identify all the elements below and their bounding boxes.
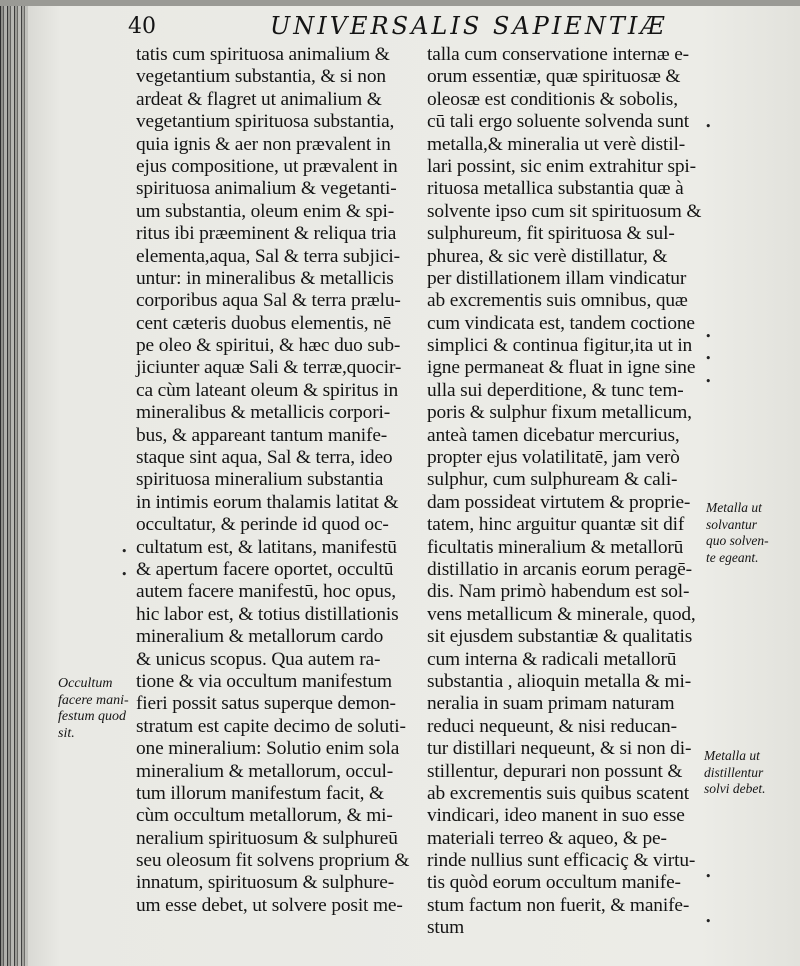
bleed-mark: • xyxy=(121,568,128,581)
text-line: propter ejus volatilitatē, jam verò xyxy=(427,447,680,469)
text-line: um substantia, oleum enim & spi- xyxy=(136,200,395,222)
text-line: stum factum non fuerit, & manife- xyxy=(427,894,690,916)
text-line: ca cùm lateant oleum & spiritus in xyxy=(136,379,398,401)
text-line: rituosa metallica substantia quæ à xyxy=(427,178,684,200)
text-line: distillatio in arcanis eorum peragē- xyxy=(427,558,692,580)
text-line: sulphur, cum sulphuream & cali- xyxy=(427,469,678,491)
text-line: stratum est capite decimo de soluti- xyxy=(136,715,406,737)
margin-note-line: Metalla ut xyxy=(706,500,762,515)
margin-note-metalla-solvantur xyxy=(706,500,769,566)
text-line: ulla sui deperditione, & tunc tem- xyxy=(427,379,684,401)
text-line: vindicari, ideo manent in suo esse xyxy=(427,805,685,827)
margin-note-line: te egeant. xyxy=(706,549,759,565)
text-line: cum interna & radicali metallorū xyxy=(427,648,677,670)
margin-note-line: festum quod xyxy=(58,709,127,724)
margin-note-line: distillentur xyxy=(704,764,764,780)
text-line: hic labor est, & totius distillationis xyxy=(136,603,399,625)
text-line: materiali terreo & aqueo, & pe- xyxy=(427,827,667,849)
text-line: seu oleosum fit solvens proprium & xyxy=(136,850,410,872)
text-line: tur distillari nequeunt, & si non di- xyxy=(427,738,692,760)
text-line: talla cum conservatione internæ e- xyxy=(427,44,689,65)
text-line: innatum, spirituosum & sulphure- xyxy=(136,872,395,894)
bleed-mark: • xyxy=(705,330,712,343)
text-line: tatis cum spirituosa animalium & xyxy=(136,44,390,65)
text-line: lari possint, sic enim extrahitur spi- xyxy=(427,155,696,177)
text-line: vegetantium spirituosa substantia, xyxy=(136,111,395,133)
page-top-edge xyxy=(0,0,800,6)
right-text-column xyxy=(427,44,707,940)
bleed-mark: • xyxy=(705,870,712,883)
text-line: reduci nequeunt, & nisi reducan- xyxy=(427,715,677,737)
text-line: tis quòd eorum occultum manife- xyxy=(427,872,681,894)
text-line: in intimis eorum thalamis latitat & xyxy=(136,491,399,513)
text-line: autem facere manifestū, hoc opus, xyxy=(136,581,396,603)
text-line: pe oleo & spiritui, & hæc duo sub- xyxy=(136,335,401,357)
text-line: ab excrementis suis omnibus, quæ xyxy=(427,290,688,312)
text-line: vens metallicum & minerale, quod, xyxy=(427,603,696,625)
text-line: stillentur, depurari non possunt & xyxy=(427,760,683,782)
text-line: one mineralium: Solutio enim sola xyxy=(136,738,400,760)
text-line: cum vindicata est, tandem coctione xyxy=(427,312,695,334)
margin-note-line: sit. xyxy=(58,725,75,741)
text-line: ficultatis mineralium & metallorū xyxy=(427,536,684,558)
text-line: mineralibus & metallicis corpori- xyxy=(136,402,391,424)
text-line: jiciunter aquæ Sali & terræ,quocir- xyxy=(136,357,402,379)
bleed-mark: • xyxy=(121,545,128,558)
text-line: sulphureum, fit spirituosa & sul- xyxy=(427,223,675,245)
text-line: substantia , alioquin metalla & mi- xyxy=(427,670,692,692)
text-line: rinde nullius sunt efficaciç & virtu- xyxy=(427,850,696,872)
text-line: bus, & appareant tantum manife- xyxy=(136,424,388,446)
margin-note-line: Occultum xyxy=(58,676,113,691)
text-line: tatem, hinc arguitur quantæ sit dif xyxy=(427,514,685,536)
text-line: neralia in suam primam naturam xyxy=(427,693,675,715)
text-line: cùm occultum metallorum, & mi- xyxy=(136,805,393,827)
text-line: vegetantium substantia, & si non xyxy=(136,66,386,88)
text-line: solvente ipso cum sit spirituosum & xyxy=(427,200,702,222)
text-line: igne permaneat & fluat in igne sine xyxy=(427,357,696,379)
text-line: & unicus scopus. Qua autem ra- xyxy=(136,648,381,670)
text-line: occultatur, & perinde id quod oc- xyxy=(136,514,389,536)
text-line: neralium spirituosum & sulphureū xyxy=(136,827,398,849)
text-line: untur: in mineralibus & metallicis xyxy=(136,267,394,289)
text-line: poris & sulphur fixum metallicum, xyxy=(427,402,692,424)
left-text-column xyxy=(136,44,414,917)
text-line: stum xyxy=(427,917,465,939)
text-line: corporibus aqua Sal & terra prælu- xyxy=(136,290,401,312)
margin-note-line: solvantur xyxy=(706,516,758,532)
text-line: phurea, & sic verè distillatur, & xyxy=(427,245,668,267)
text-line: staque sint aqua, Sal & terra, ideo xyxy=(136,447,393,469)
text-line: & apertum facere oportet, occultū xyxy=(136,558,394,580)
text-line: per distillationem illam vindicatur xyxy=(427,267,687,289)
margin-note-metalla-distillentur xyxy=(704,748,765,798)
text-line: cent cæteris duobus elementis, nē xyxy=(136,312,392,334)
bleed-mark: • xyxy=(705,375,712,388)
bleed-mark: • xyxy=(705,120,712,133)
text-line: fieri possit satus superque demon- xyxy=(136,693,396,715)
text-line: orum essentiæ, quæ spirituosæ & xyxy=(427,66,681,88)
text-line: ardeat & flagret ut animalium & xyxy=(136,88,382,110)
running-title: UNIVERSALIS SAPIENTIÆ xyxy=(270,12,668,40)
text-line: tum illorum manifestum facit, & xyxy=(136,782,384,804)
text-line: tione & via occultum manifestum xyxy=(136,670,392,692)
text-line: ab excrementis suis quibus scatent xyxy=(427,782,689,804)
text-line: dis. Nam primò habendum est sol- xyxy=(427,581,690,603)
text-line: um esse debet, ut solvere posit me- xyxy=(136,894,403,916)
page-number: 40 xyxy=(128,14,156,39)
text-line: sit ejusdem substantiæ & qualitatis xyxy=(427,626,693,648)
text-line: simplici & continua figitur,ita ut in xyxy=(427,335,693,357)
text-line: metalla,& mineralia ut verè distil- xyxy=(427,133,686,155)
margin-note-line: quo solven- xyxy=(706,533,769,548)
text-line: quia ignis & aer non prævalent in xyxy=(136,133,391,155)
text-line: anteà tamen dicebatur mercurius, xyxy=(427,424,680,446)
margin-note-line: facere mani- xyxy=(58,692,129,708)
text-line: mineralium & metallorum cardo xyxy=(136,626,384,648)
bleed-mark: • xyxy=(705,352,712,365)
text-line: cultatum est, & latitans, manifestū xyxy=(136,536,397,558)
margin-note-occultum xyxy=(58,676,129,742)
text-line: dam possideat virtutem & proprie- xyxy=(427,491,691,513)
text-line: ritus ibi præeminent & reliqua tria xyxy=(136,223,397,245)
text-line: oleosæ est conditionis & sobolis, xyxy=(427,88,678,110)
text-line: ejus compositione, ut prævalent in xyxy=(136,155,398,177)
text-line: cū tali ergo soluente solvenda sunt xyxy=(427,111,690,133)
margin-note-line: solvi debet. xyxy=(704,781,766,796)
margin-note-line: Metalla ut xyxy=(704,748,760,763)
text-line: spirituosa mineralium substantia xyxy=(136,469,384,491)
text-line: mineralium & metallorum, occul- xyxy=(136,760,394,782)
text-line: spirituosa animalium & vegetanti- xyxy=(136,178,397,200)
text-line: elementa,aqua, Sal & terra subjici- xyxy=(136,245,400,267)
book-gutter xyxy=(0,0,28,966)
bleed-mark: • xyxy=(705,915,712,928)
